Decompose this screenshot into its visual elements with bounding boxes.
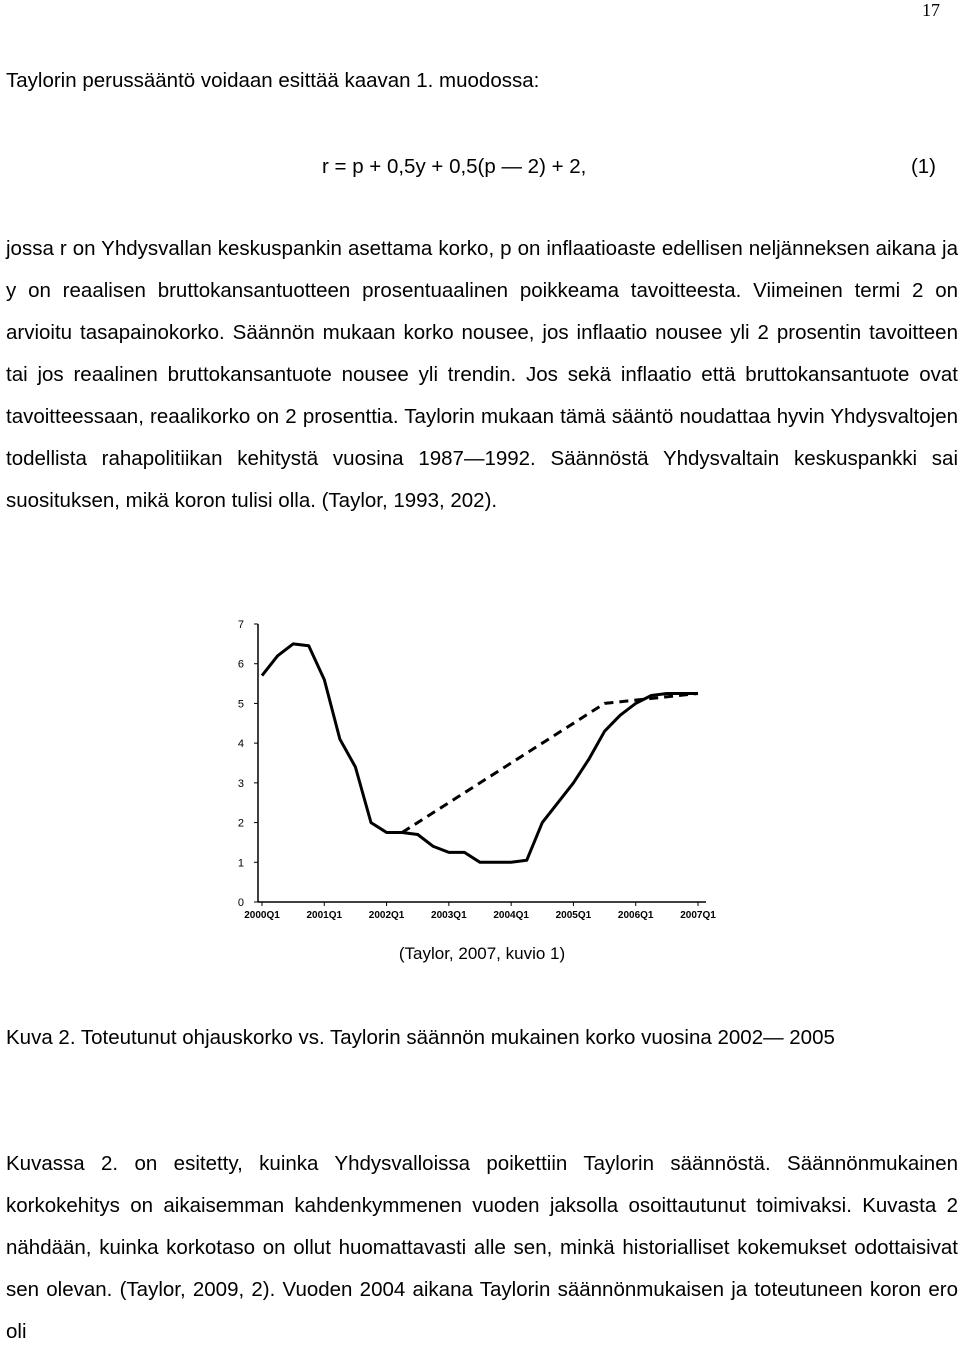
x-tick-label: 2001Q1: [306, 910, 343, 921]
paragraph-2: Kuvassa 2. on esitetty, kuinka Yhdysvalloissa poikettiin Taylorin säännöstä. Säännönmukainen korkokehitys on aikaisemman kahdenkymmenen vuoden jaksolla osoittautunut toimivaksi. Kuvasta 2 nähdään, kuinka korkotaso on ollut huomattavasti alle sen, minkä historialliset kokemukset odottaisivat sen olevan. (Taylor, 2009, 2). Vuoden 2004 aikana Taylorin säännönmukaisen ja toteutuneen koron ero oli: [6, 1152, 958, 1343]
y-tick-label: 7: [237, 619, 244, 631]
x-tick-label: 2004Q1: [493, 910, 529, 921]
paragraph-1: jossa r on Yhdysvallan keskuspankin asettama korko, p on inflaatioaste edellisen neljänneksen aikana ja y on reaalisen bruttokansantuotteen prosentuaalinen poikkeama tavoitteesta. Viimeinen termi 2 on arvioitu tasapainokorko. Säännön mukaan korko nousee, jos inflaatio nousee yli 2 prosentin tavoitteen tai jos reaalinen bruttokansantuote nousee yli trendin. Jos sekä inflaatio että bruttokansantuote ovat tavoitteessaan, reaalikorko on 2 prosenttia. Taylorin mukaan tämä sääntö noudattaa hyvin Yhdysvaltojen todellista rahapolitiikan kehitystä vuosina 1987—1992. Säännöstä Yhdysvaltain keskuspankki sai suosituksen, mikä koron tulisi olla. (Taylor, 1993, 202).: [6, 237, 958, 512]
interest-rate-chart: [228, 610, 718, 940]
y-tick-label: 3: [237, 777, 244, 790]
chart-source: [0, 944, 960, 964]
y-tick-label: 5: [237, 698, 244, 711]
figure-caption: Kuva 2. Toteutunut ohjauskorko vs. Taylorin säännön mukainen korko vuosina 2002— 2005: [6, 1026, 835, 1049]
y-tick-label: 6: [237, 658, 244, 671]
y-tick-label: 4: [237, 738, 244, 751]
x-tick-label: 2007Q1: [680, 910, 716, 921]
page-number: 17: [922, 0, 940, 20]
actual-rate-line: [262, 644, 698, 862]
x-tick-label: 2005Q1: [555, 910, 592, 921]
y-tick-label: 2: [237, 817, 244, 830]
y-tick-label: 0: [237, 897, 244, 909]
intro-text: Taylorin perussääntö voidaan esittää kaavan 1. muodossa:: [6, 69, 540, 92]
formula: r = p + 0,5y + 0,5(p — 2) + 2,: [322, 155, 587, 178]
formula-number: (1): [910, 155, 936, 178]
x-tick-label: 2000Q1: [244, 910, 280, 921]
chart-source-text: (Taylor, 2007, kuvio 1): [398, 944, 566, 963]
figure-chart: [228, 610, 718, 940]
x-tick-label: 2006Q1: [617, 910, 654, 921]
x-tick-label: 2003Q1: [431, 910, 467, 921]
y-tick-label: 1: [237, 857, 244, 870]
x-tick-label: 2002Q1: [368, 910, 405, 921]
